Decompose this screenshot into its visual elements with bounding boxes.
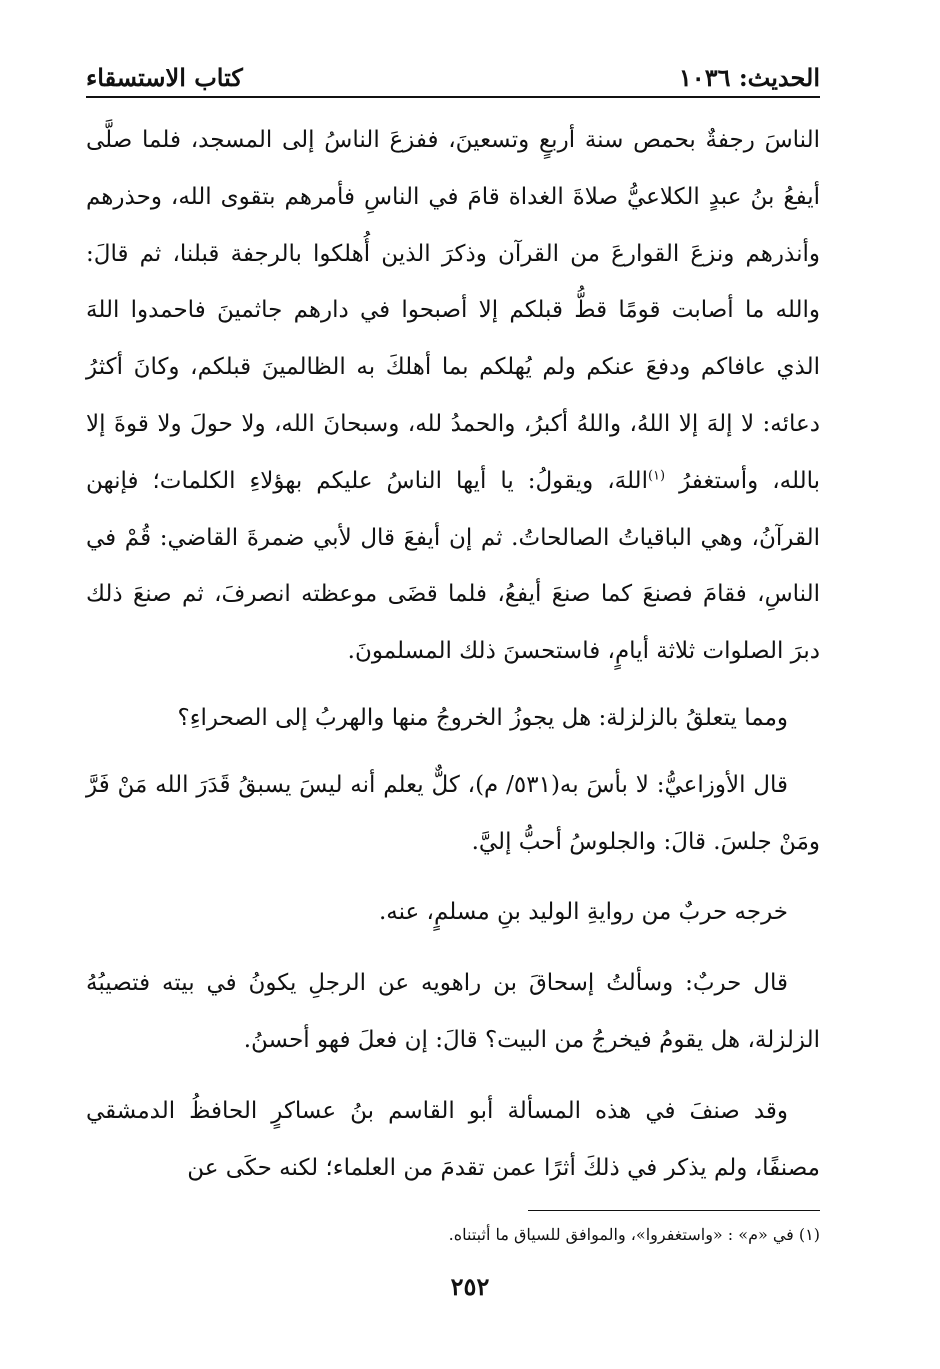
paragraph-5: قال حربٌ: وسألتُ إسحاقَ بن راهويه عن الرجلِ يكونُ في بيته فتصيبُهُ الزلزلة، هل يقومُ فيخرجُ من البيت؟ قالَ: إن فعلَ فهو أحسنُ.	[86, 970, 820, 1053]
paragraph-6: وقد صنفَ في هذه المسألة أبو القاسم بنُ عساكرٍ الحافظُ الدمشقي مصنفًا، ولم يذكر في ذلكَ أثرًا عمن تقدمَ من العلماء؛ لكنه حكَى عن	[86, 1097, 820, 1181]
page-number: ٢٥٢	[450, 1272, 490, 1301]
chapter-title: كتاب الاستسقاء	[86, 63, 243, 92]
header-divider	[86, 96, 820, 98]
paragraph-1-text: الناسَ رجفةٌ بحمص سنة أربعٍ وتسعينَ، ففزعَ الناسُ إلى المسجد، فلما صلَّى أيفعُ بنُ عبدٍ الكلاعيُّ صلاةَ الغداة قامَ في الناسِ فأمرهم بتقوى الله، وحذرهم وأنذرهم ونزعَ القوارعَ من القرآن وذكرَ الذين أُهلكوا بالرجفة قبلنا، ثم قالَ: والله ما أصابت قومًا قطُّ قبلكم إلا أصبحوا في دارهم جاثمينَ فاحمدوا اللهَ الذي عافاكم ودفعَ عنكم ولم يُهلكم بما أهلكَ به الظالمينَ قبلكم، وكانَ أكثرُ دعائه: لا إلهَ إلا اللهُ، واللهُ أكبرُ، والحمدُ لله، وسبحانَ الله، ولا حولَ ولا قوةَ إلا بالله، وأستغفرُ	[86, 127, 821, 494]
footnote-divider	[528, 1210, 820, 1211]
footnote: (١) في «م» : «واستغفروا»، والموافق للسياق ما أثبتناه.	[448, 1225, 820, 1244]
paragraph-3: قال الأوزاعيُّ: لا بأسَ به(٥٣١/ م)، كلٌّ يعلم أنه ليسَ يسبقُ قَدَرَ الله مَنْ فَرَّ ومَنْ جلسَ. قالَ: والجلوسُ أحبُّ إليَّ.	[86, 771, 820, 855]
footnote-reference: (١)	[647, 468, 666, 484]
paragraph-4: خرجه حربٌ من روايةِ الوليد بنِ مسلمٍ، عنه.	[378, 899, 788, 926]
hadith-number: الحديث: ١٠٣٦	[678, 63, 820, 92]
paragraph-1	[86, 112, 820, 680]
main-text	[86, 112, 820, 1196]
paragraph-1-continued: اللهَ، ويقولُ: يا أيها الناسُ عليكم بهؤلاءِ الكلمات؛ فإنهن القرآنُ، وهي الباقياتُ الصالحاتُ. ثم إن أيفعَ قال لأبي ضمرةَ القاضي: قُمْ في الناسِ، فقامَ فصنعَ كما صنعَ أيفعُ، فلما قضَى موعظته انصرفَ، ثم صنعَ ذلك دبرَ الصلوات ثلاثة أيامٍ، فاستحسنَ ذلك المسلمونَ.	[86, 467, 820, 665]
paragraph-2: ومما يتعلقُ بالزلزلة: هل يجوزُ الخروجُ منها والهربُ إلى الصحراءِ؟	[177, 704, 788, 731]
running-header	[86, 52, 820, 92]
